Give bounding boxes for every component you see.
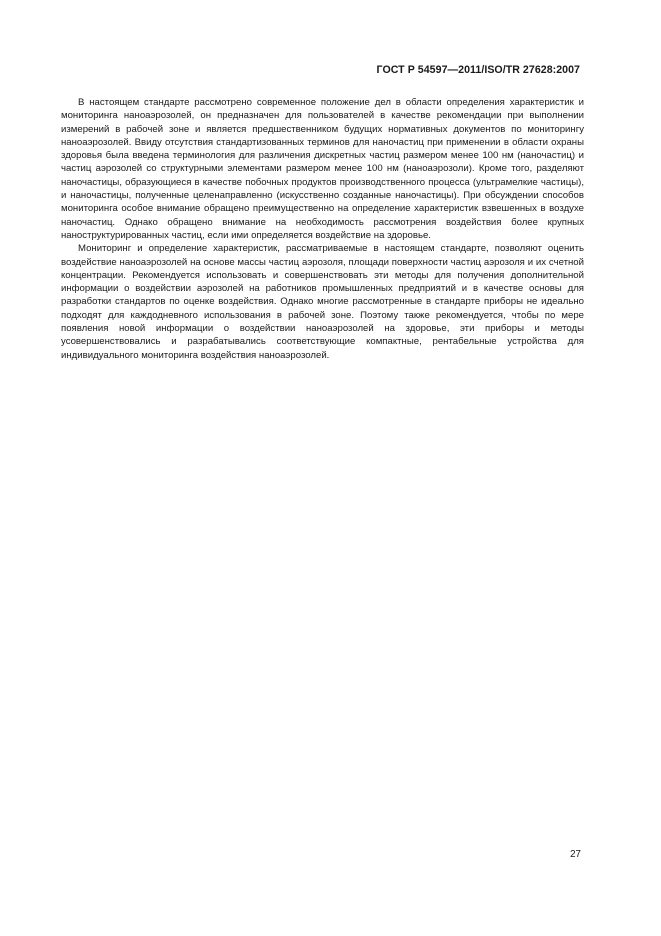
- standard-id: ГОСТ Р 54597—2011/ISO/TR 27628:2007: [376, 64, 580, 76]
- page-number: 27: [570, 849, 581, 860]
- document-header: [377, 64, 580, 76]
- paragraph: В настоящем стандарте рассмотрено современное положение дел в области определения характеристик и мониторинга наноаэрозолей, он предназначен для пользователей в качестве рекомендации при выполнении измерений в рабочей зоне и является предшественником будущих нормативных документов по мониторингу наноаэрозолей. Ввиду отсутствия стандартизованных терминов для наночастиц при применении в области охраны здоровья была введена терминология для различения дискретных частиц размером менее 100 нм (наночастиц) и частиц аэрозолей со структурными элементами размером менее 100 нм (наноаэрозоли). Кроме того, разделяют наночастицы, образующиеся в качестве побочных продуктов производственного процесса (ультрамелкие частицы), и наночастицы, полученные целенаправленно (искусственно созданные наночастицы). При обсуждении способов мониторинга особое внимание обращено преимущественно на определение характеристик взвешенных в воздухе наночастиц. Однако обращено внимание на необходимость рассмотрения воздействия более крупных наноструктурированных частиц, если ими определяется воздействие на здоровье.: [61, 97, 584, 241]
- document-body: [61, 96, 584, 362]
- paragraph: Мониторинг и определение характеристик, рассматриваемые в настоящем стандарте, позволяют оценить воздействие наноаэрозолей на основе массы частиц аэрозоля, площади поверхности частиц аэрозоля и их счетной концентрации. Рекомендуется использовать и совершенствовать эти методы для получения дополнительной информации о воздействии аэрозолей на работников промышленных предприятий и в качестве основы для разработки стандартов по оценке воздействия. Однако многие рассмотренные в стандарте приборы не идеально подходят для каждодневного использования в рабочей зоне. Поэтому также рекомендуется, чтобы по мере появления новой информации о воздействии наноаэрозолей на здоровье, эти приборы и методы усовершенствовались и разрабатывались соответствующие компактные, рентабельные устройства для индивидуального мониторинга воздействия наноаэрозолей.: [61, 243, 584, 361]
